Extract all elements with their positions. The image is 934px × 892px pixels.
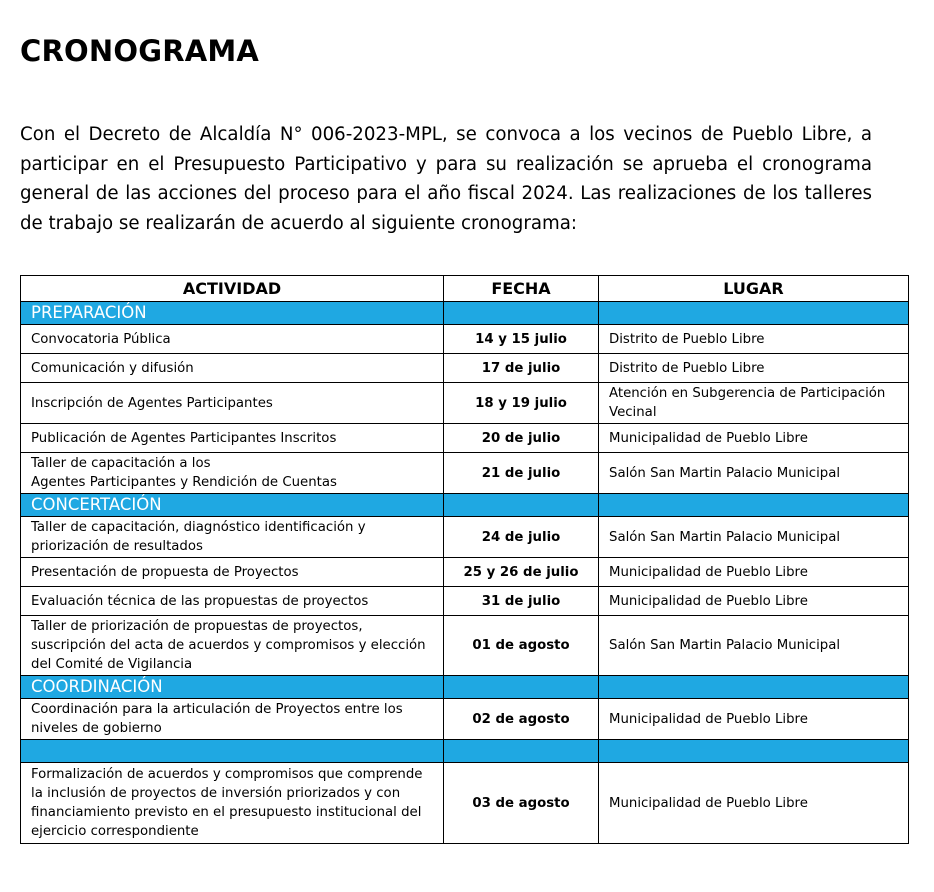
- section-row-preparacion: [21, 302, 909, 325]
- section-row-blank: [21, 740, 909, 763]
- header-place: LUGAR: [599, 276, 909, 302]
- schedule-table: [20, 275, 909, 844]
- date-cell: 21 de julio: [444, 453, 599, 494]
- place-cell: Municipalidad de Pueblo Libre: [599, 587, 909, 616]
- date-cell: 17 de julio: [444, 354, 599, 383]
- activity-cell: Evaluación técnica de las propuestas de proyectos: [21, 587, 444, 616]
- activity-cell: Coordinación para la articulación de Proyectos entre los niveles de gobierno: [21, 699, 444, 740]
- table-row: [21, 453, 909, 494]
- header-date: FECHA: [444, 276, 599, 302]
- table-row: [21, 325, 909, 354]
- place-cell: Atención en Subgerencia de Participación Vecinal: [599, 383, 909, 424]
- activity-cell: Presentación de propuesta de Proyectos: [21, 558, 444, 587]
- page-title: CRONOGRAMA: [20, 34, 260, 68]
- place-cell: Salón San Martin Palacio Municipal: [599, 453, 909, 494]
- activity-cell: Inscripción de Agentes Participantes: [21, 383, 444, 424]
- section-row-concertacion: [21, 494, 909, 517]
- activity-cell: Convocatoria Pública: [21, 325, 444, 354]
- header-activity: ACTIVIDAD: [21, 276, 444, 302]
- date-cell: 20 de julio: [444, 424, 599, 453]
- intro-paragraph: Con el Decreto de Alcaldía N° 006-2023-MPL, se convoca a los vecinos de Pueblo Libre, a participar en el Presupuesto Participativo y para su realización se aprueba el cronograma general de las acciones del proceso para el año fiscal 2024. Las realizaciones de los talleres de trabajo se realizarán de acuerdo al siguiente cronograma:: [20, 124, 872, 234]
- date-cell: 18 y 19 julio: [444, 383, 599, 424]
- table-row: [21, 383, 909, 424]
- date-cell: 31 de julio: [444, 587, 599, 616]
- place-cell: Salón San Martin Palacio Municipal: [599, 616, 909, 676]
- activity-cell: Comunicación y difusión: [21, 354, 444, 383]
- place-cell: Municipalidad de Pueblo Libre: [599, 763, 909, 844]
- place-cell: Salón San Martin Palacio Municipal: [599, 517, 909, 558]
- date-cell: 14 y 15 julio: [444, 325, 599, 354]
- table-header-row: [21, 276, 909, 302]
- table-row: [21, 587, 909, 616]
- date-cell: 01 de agosto: [444, 616, 599, 676]
- activity-cell: Taller de capacitación, diagnóstico identificación y priorización de resultados: [21, 517, 444, 558]
- section-label: COORDINACIÓN: [21, 676, 444, 699]
- table-row: [21, 424, 909, 453]
- table-row: [21, 699, 909, 740]
- table-row: [21, 558, 909, 587]
- date-cell: 24 de julio: [444, 517, 599, 558]
- section-label: CONCERTACIÓN: [21, 494, 444, 517]
- place-cell: Municipalidad de Pueblo Libre: [599, 699, 909, 740]
- activity-cell: Taller de priorización de propuestas de proyectos, suscripción del acta de acuerdos y compromisos y elección del Comité de Vigilancia: [21, 616, 444, 676]
- place-cell: Distrito de Pueblo Libre: [599, 354, 909, 383]
- section-row-coordinacion: [21, 676, 909, 699]
- place-cell: Municipalidad de Pueblo Libre: [599, 558, 909, 587]
- table-row: [21, 763, 909, 844]
- table-row: [21, 616, 909, 676]
- date-cell: 02 de agosto: [444, 699, 599, 740]
- table-row: [21, 517, 909, 558]
- place-cell: Distrito de Pueblo Libre: [599, 325, 909, 354]
- activity-cell: Formalización de acuerdos y compromisos que comprende la inclusión de proyectos de inversión priorizados y con financiamiento previsto en el presupuesto institucional del ejercicio correspondiente: [21, 763, 444, 844]
- activity-cell: Publicación de Agentes Participantes Inscritos: [21, 424, 444, 453]
- table-row: [21, 354, 909, 383]
- section-label: PREPARACIÓN: [21, 302, 444, 325]
- date-cell: 03 de agosto: [444, 763, 599, 844]
- place-cell: Municipalidad de Pueblo Libre: [599, 424, 909, 453]
- activity-cell: Taller de capacitación a los Agentes Participantes y Rendición de Cuentas: [21, 453, 444, 494]
- date-cell: 25 y 26 de julio: [444, 558, 599, 587]
